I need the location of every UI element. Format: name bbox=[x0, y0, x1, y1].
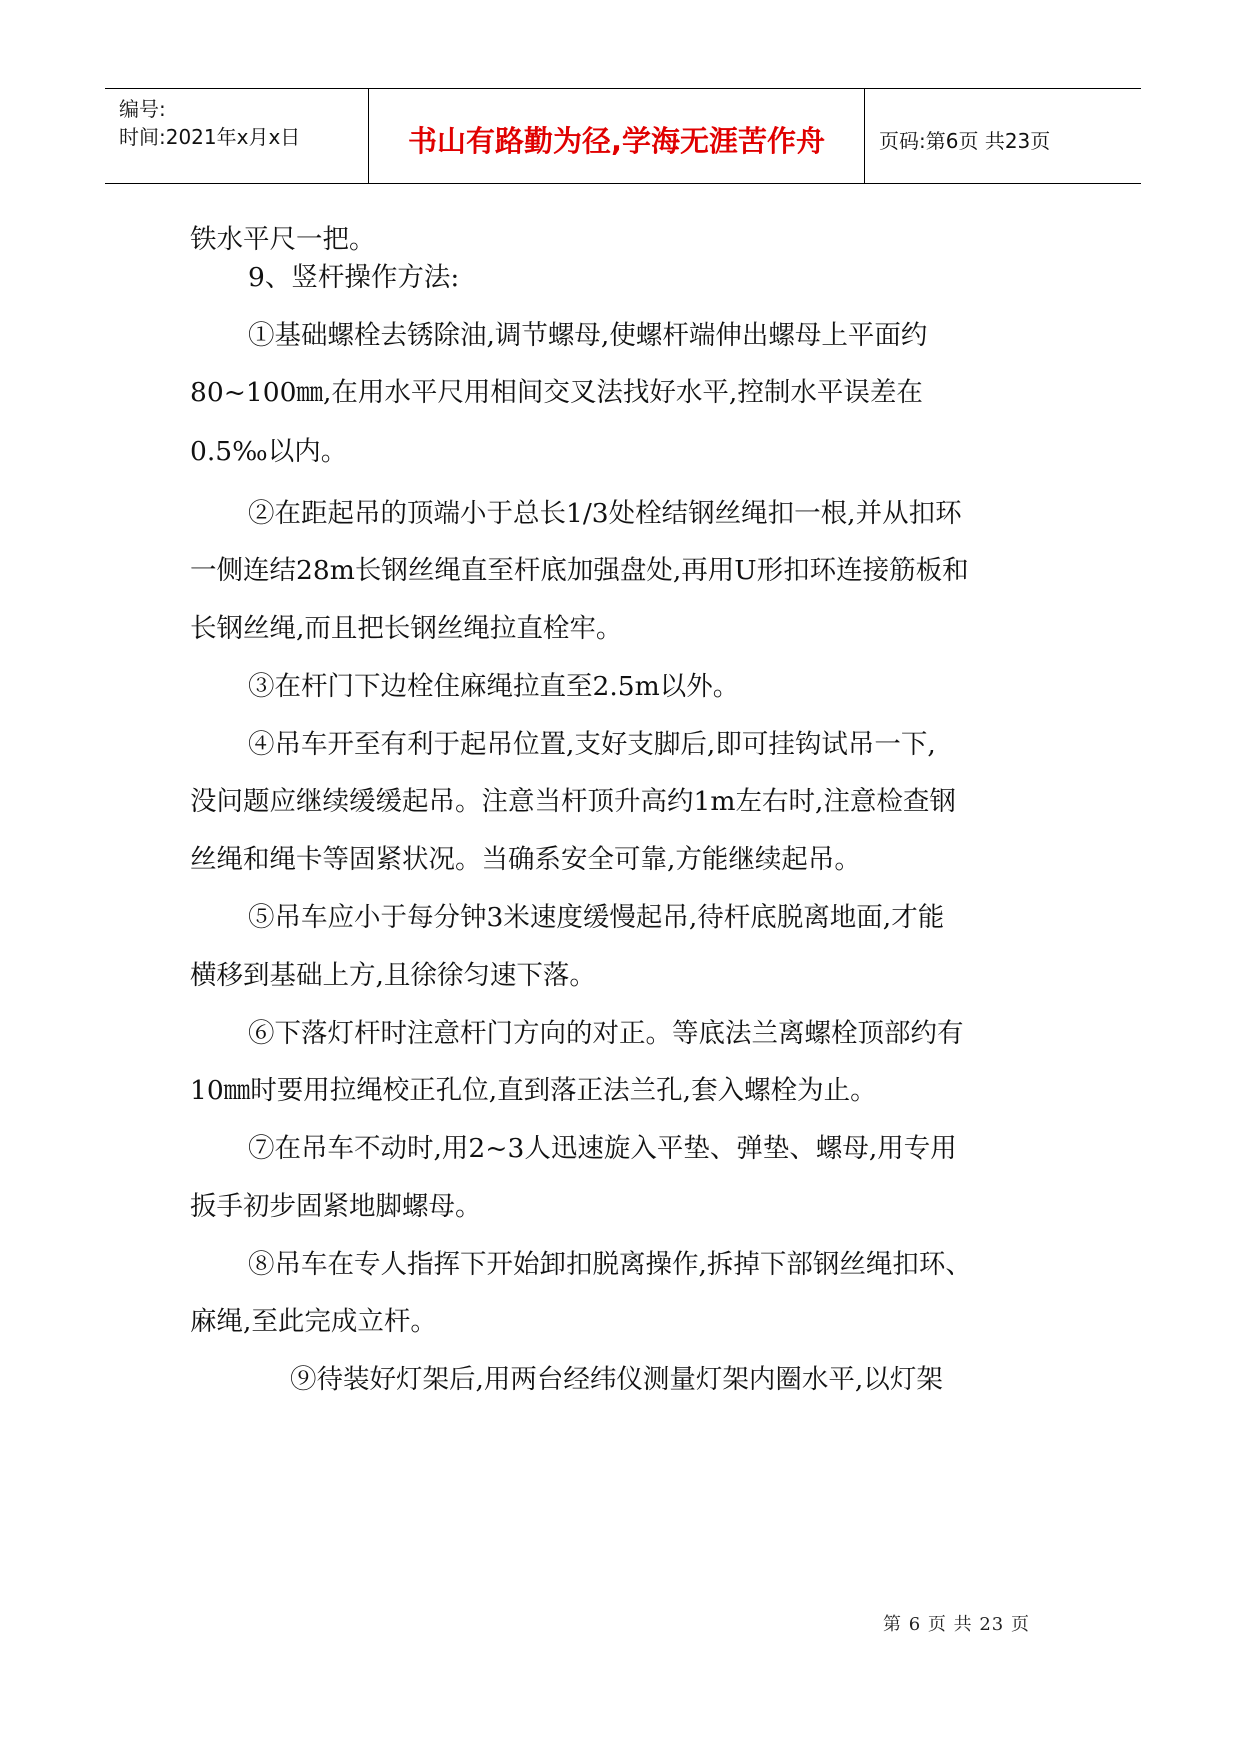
header-meta-cell bbox=[105, 89, 369, 183]
body-line: 麻绳,至此完成立杆。 bbox=[190, 1306, 437, 1337]
header-page-number: 页码:第6页 共23页 bbox=[879, 129, 1051, 153]
body-line: 0.5‰以内。 bbox=[190, 436, 348, 467]
body-line: 丝绳和绳卡等固紧状况。当确系安全可靠,方能继续起吊。 bbox=[190, 844, 861, 875]
body-line: 10㎜时要用拉绳校正孔位,直到落正法兰孔,套入螺栓为止。 bbox=[190, 1075, 877, 1106]
section-heading: 9、竖杆操作方法: bbox=[248, 262, 460, 293]
body-line: ②在距起吊的顶端小于总长1/3处栓结钢丝绳扣一根,并从扣环 bbox=[248, 498, 962, 529]
doc-time-label: 时间:2021年x月x日 bbox=[119, 125, 301, 149]
header-motto: 书山有路勤为径,学海无涯苦作舟 bbox=[407, 124, 826, 158]
body-line: 扳手初步固紧地脚螺母。 bbox=[190, 1191, 482, 1222]
body-line: ⑥下落灯杆时注意杆门方向的对正。等底法兰离螺栓顶部约有 bbox=[248, 1018, 964, 1049]
body-line: ⑨待装好灯架后,用两台经纬仪测量灯架内圈水平,以灯架 bbox=[290, 1364, 943, 1395]
header-motto-cell bbox=[369, 89, 865, 183]
body-line: ⑧吊车在专人指挥下开始卸扣脱离操作,拆掉下部钢丝绳扣环、 bbox=[248, 1249, 972, 1280]
body-line: 长钢丝绳,而且把长钢丝绳拉直栓牢。 bbox=[190, 613, 623, 644]
body-line: ⑦在吊车不动时,用2~3人迅速旋入平垫、弹垫、螺母,用专用 bbox=[248, 1133, 957, 1164]
body-line: 铁水平尺一把。 bbox=[190, 224, 376, 255]
body-line: 横移到基础上方,且徐徐匀速下落。 bbox=[190, 960, 596, 991]
body-line: 没问题应继续缓缓起吊。注意当杆顶升高约1m左右时,注意检查钢 bbox=[190, 786, 956, 817]
page-footer: 第 6 页 共 23 页 bbox=[883, 1614, 1030, 1635]
body-line: ④吊车开至有利于起吊位置,支好支脚后,即可挂钩试吊一下, bbox=[248, 729, 936, 760]
doc-number-label: 编号: bbox=[119, 97, 166, 121]
body-line: 80~100㎜,在用水平尺用相间交叉法找好水平,控制水平误差在 bbox=[190, 377, 923, 408]
document-header bbox=[105, 88, 1141, 184]
header-page-cell bbox=[865, 89, 1141, 183]
body-line: 一侧连结28m长钢丝绳直至杆底加强盘处,再用U形扣环连接筋板和 bbox=[190, 555, 969, 586]
body-line: ①基础螺栓去锈除油,调节螺母,使螺杆端伸出螺母上平面约 bbox=[248, 320, 928, 351]
body-line: ③在杆门下边栓住麻绳拉直至2.5m以外。 bbox=[248, 671, 740, 702]
body-line: ⑤吊车应小于每分钟3米速度缓慢起吊,待杆底脱离地面,才能 bbox=[248, 902, 945, 933]
